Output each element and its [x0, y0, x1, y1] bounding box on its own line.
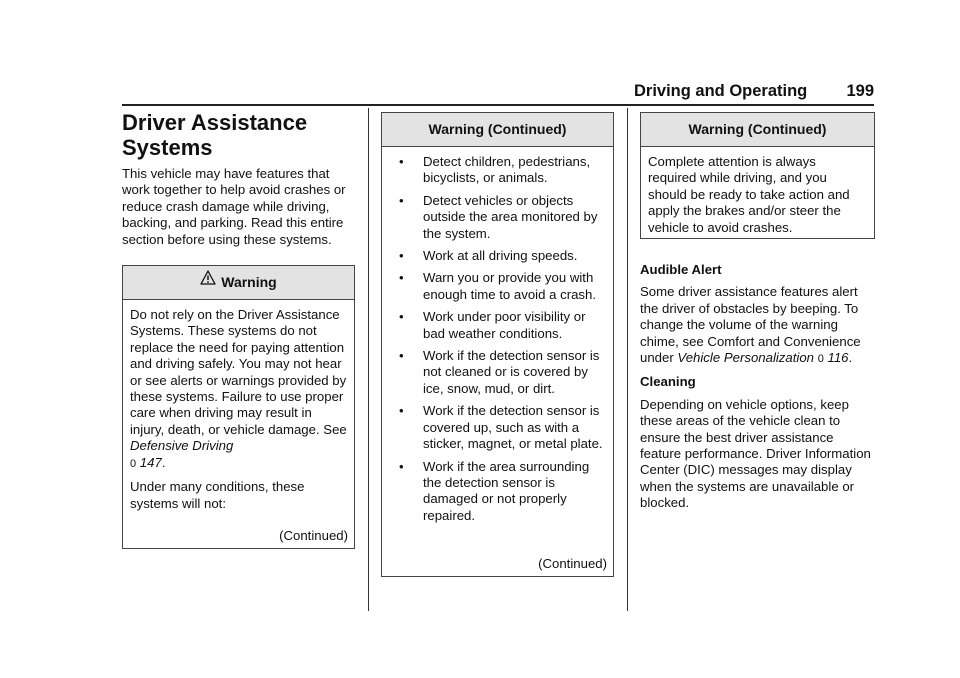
list-item-text: Work if the detection sensor is not cleaned or is covered by ice, snow, mud, or dirt. — [423, 348, 600, 396]
section-title: Driving and Operating — [634, 82, 808, 100]
warning-body-text: Do not rely on the Driver Assistance Systems. These systems do not replace the need for paying attention and driving safely. You may not hear or see alerts or warnings provided by these systems. Failure to use proper care when driving may result in injury, death, or vehicle damage. See — [130, 307, 347, 437]
column-1 — [122, 108, 355, 549]
intro-paragraph: This vehicle may have features that work together to help avoid crashes or reduce crash damage while driving, backing, and parking. Read this entire section before using these systems. — [122, 166, 346, 247]
list-item — [389, 348, 606, 397]
xref-period: . — [161, 454, 166, 470]
continued-label: (Continued) — [279, 528, 348, 544]
column-divider — [627, 108, 628, 611]
xref-arrow-icon: 0 — [817, 353, 824, 366]
list-item — [389, 193, 606, 242]
list-item-text: Work at all driving speeds. — [423, 248, 578, 264]
bullet-icon: • — [399, 154, 404, 169]
warning-box-continued — [640, 112, 875, 239]
xref-arrow-icon: 0 — [130, 457, 137, 470]
header-rule — [122, 104, 874, 106]
warning-box — [122, 265, 355, 549]
list-item-text: Work under poor visibility or bad weather conditions. — [423, 309, 586, 341]
warning-body — [382, 147, 613, 536]
list-item — [389, 154, 606, 187]
warning-text — [130, 307, 347, 472]
list-item-text: Detect vehicles or objects outside the area monitored by the system. — [423, 192, 598, 241]
list-item — [389, 248, 606, 264]
bullet-list — [389, 154, 606, 524]
warning-title: Warning — [221, 274, 277, 291]
cleaning-heading: Cleaning — [640, 374, 696, 390]
xref-defensive-driving[interactable]: Defensive Driving — [130, 438, 234, 454]
bullet-icon: • — [399, 248, 404, 264]
warning-header: Warning (Continued) — [641, 113, 874, 147]
list-item — [389, 403, 606, 452]
cleaning-paragraph: Depending on vehicle options, keep these areas of the vehicle clean to ensure the best driver assistance feature performance. Driver Information Center (DIC) messages may display when the systems are unavailable or blocked. — [640, 396, 871, 511]
page-header — [634, 82, 874, 104]
warning-lead-in: Under many conditions, these systems will not: — [130, 479, 305, 511]
bullet-icon: • — [399, 192, 404, 208]
xref-page[interactable]: 116 — [827, 350, 849, 366]
bullet-icon: • — [399, 348, 404, 364]
page-title — [122, 110, 355, 160]
warning-triangle-icon — [200, 264, 216, 297]
warning-text: Complete attention is always required while driving, and you should be ready to take action and apply the brakes and/or steer the vehicle to avoid crashes. — [648, 154, 850, 235]
list-item-text: Warn you or provide you with enough time to avoid a crash. — [423, 270, 597, 302]
page-number: 199 — [846, 82, 874, 100]
list-item — [389, 459, 606, 525]
list-item — [389, 270, 606, 303]
warning-body — [641, 147, 874, 242]
list-item-text: Detect children, pedestrians, bicyclists, or animals. — [423, 154, 591, 186]
title-line-1: Driver Assistance — [122, 110, 308, 135]
column-2 — [381, 108, 614, 577]
warning-body — [123, 300, 354, 518]
audible-alert-text: Some driver assistance features alert the driver of obstacles by beeping. To change the volume of the warning chime, see Comfort and Convenience under — [640, 284, 861, 366]
audible-alert-heading: Audible Alert — [640, 262, 722, 277]
list-item-text: Work if the area surrounding the detection sensor is damaged or not properly repaired. — [423, 458, 590, 523]
bullet-icon: • — [399, 458, 404, 474]
continued-label: (Continued) — [538, 556, 607, 571]
column-3 — [640, 108, 875, 512]
xref-vehicle-personalization[interactable]: Vehicle Personalization — [677, 350, 815, 366]
warning-header — [123, 266, 354, 300]
bullet-icon: • — [399, 270, 404, 286]
xref-period: . — [848, 350, 853, 366]
warning-header: Warning (Continued) — [382, 113, 613, 147]
column-divider — [368, 108, 369, 611]
xref-page[interactable]: 147 — [139, 454, 162, 470]
bullet-icon: • — [399, 309, 404, 325]
title-line-2: Systems — [122, 135, 213, 160]
bullet-icon: • — [399, 403, 404, 419]
list-item-text: Work if the detection sensor is covered up, such as with a sticker, magnet, or metal plate. — [423, 403, 603, 452]
list-item — [389, 309, 606, 342]
warning-box-continued — [381, 112, 614, 577]
audible-alert-paragraph — [640, 284, 875, 367]
